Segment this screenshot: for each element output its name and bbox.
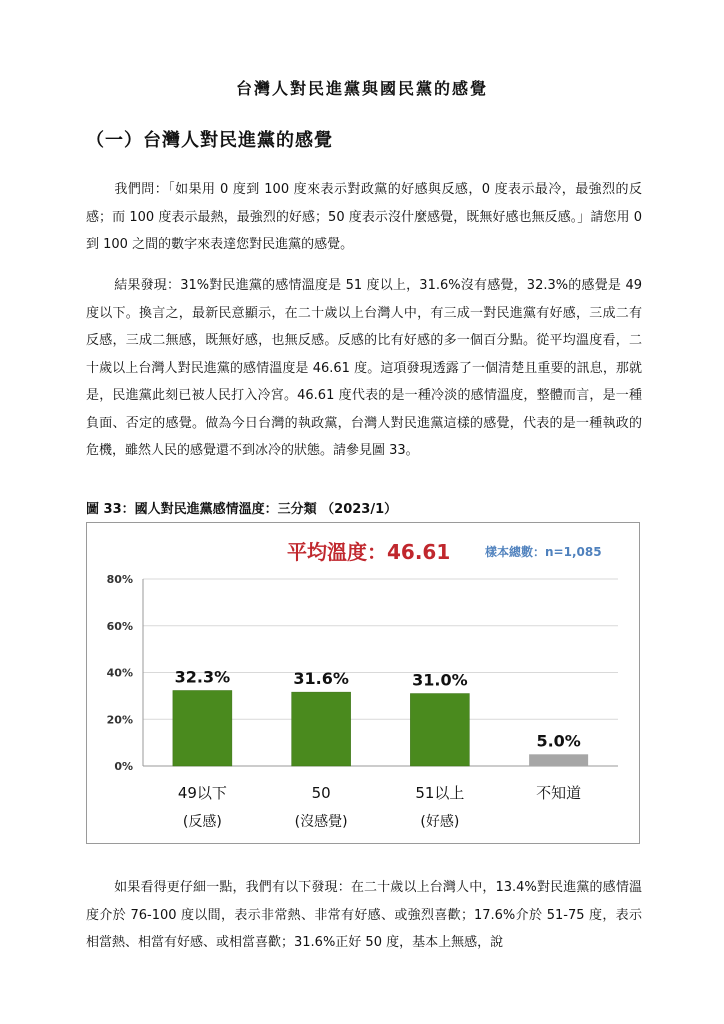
- findings-text: 結果發現：31%對民進黨的感情溫度是 51 度以上，31.6%沒有感覺，32.3%的感覺是 49 度以下。換言之，最新民意顯示，在二十歲以上台灣人中，有三成一對民進黨有好感，三成二有反感，三成二無感，既無好感，也無反感。反感的比有好感的多一個百分點。從平均溫度看，二十歲以上台灣人對民進黨的感情溫度是 46.61 度。這項發現透露了一個清楚且重要的訊息，那就是，民進黨此刻已被人民打入冷宮。46.61 度代表的是一種冷淡的感情溫度，整體而言，是一種負面、否定的感覺。做為今日台灣的執政黨，台灣人對民進黨這樣的感覺，代表的是一種執政的危機，雖然人民的感覺還不到冰冷的狀態。請參見圖 33。: [86, 278, 642, 458]
- data-label: 5.0%: [536, 731, 581, 751]
- x-tick-sublabel: (好感): [420, 814, 460, 830]
- y-tick-label: 40%: [106, 666, 133, 680]
- chart-title: 平均溫度：46.61: [287, 540, 451, 564]
- y-tick-label: 0%: [114, 760, 133, 773]
- question-text: 我們問：「如果用 0 度到 100 度來表示對政黨的好感與反感，0 度表示最冷，最強烈的反感；而 100 度表示最熱，最強烈的好感；50 度表示沒什麼感覺，既無好感也無反感。」請您用 0 到 100 之間的數字來表達您對民進黨的感覺。: [86, 182, 642, 252]
- section-heading: （一）台灣人對民進黨的感覺: [86, 130, 333, 151]
- x-tick-label: 49以下: [177, 784, 227, 802]
- page-title: 台灣人對民進黨與國民黨的感覺: [235, 79, 488, 98]
- bar-chart: [87, 523, 641, 845]
- y-tick-label: 60%: [106, 619, 133, 633]
- x-tick-sublabel: (反感): [182, 814, 222, 830]
- bar: [529, 754, 588, 766]
- data-label: 31.6%: [293, 669, 349, 689]
- bar: [292, 692, 351, 766]
- x-tick-label: 50: [311, 784, 331, 802]
- x-tick-sublabel: (沒感覺): [294, 814, 348, 830]
- detail-paragraph: [86, 874, 642, 957]
- x-tick-label: 51以上: [415, 784, 465, 802]
- y-tick-label: 80%: [106, 573, 133, 586]
- findings-paragraph: [86, 272, 642, 465]
- data-label: 31.0%: [412, 670, 468, 690]
- y-tick-label: 20%: [106, 713, 133, 727]
- x-tick-label: 不知道: [536, 784, 582, 802]
- figure-caption: 圖 33：國人對民進黨感情溫度：三分類 （2023/1）: [86, 502, 398, 517]
- detail-text: 如果看得更仔細一點，我們有以下發現：在二十歲以上台灣人中，13.4%對民進黨的感情溫度介於 76-100 度以間，表示非常熱、非常有好感、或強烈喜歡；17.6%介於 51-75 度，表示相當熱、相當有好感、或相當喜歡；31.6%正好 50 度，基本上無感，說: [86, 880, 642, 950]
- bar: [173, 690, 232, 766]
- data-label: 32.3%: [174, 667, 231, 687]
- question-paragraph: [86, 176, 642, 259]
- bar: [410, 694, 469, 766]
- chart-container: [86, 522, 640, 844]
- sample-size-note: 樣本總數：n=1,085: [485, 545, 602, 559]
